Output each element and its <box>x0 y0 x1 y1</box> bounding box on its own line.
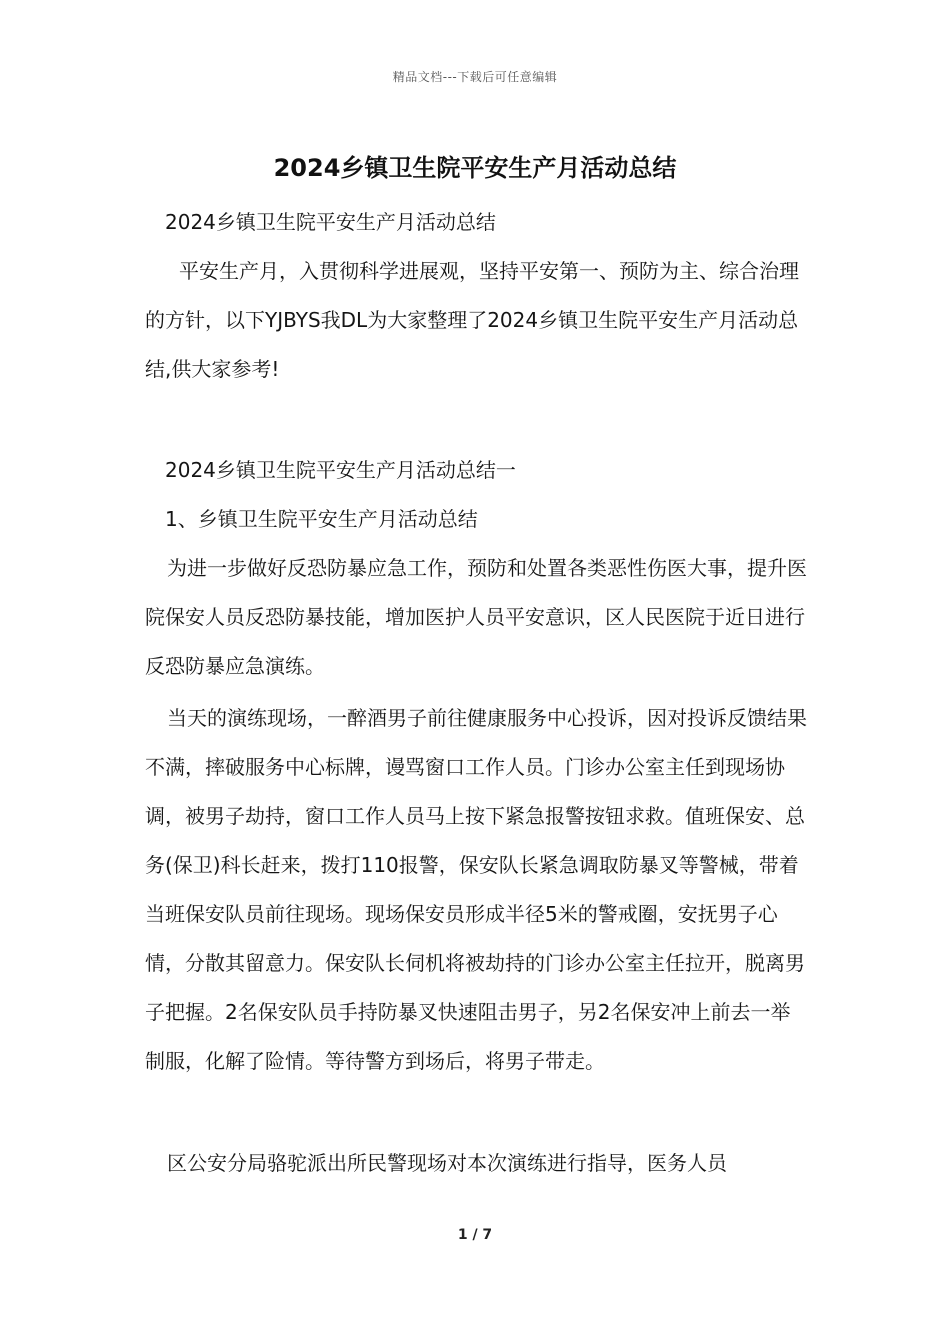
paragraph-intro: 平安生产月，入贯彻科学进展观，坚持平安第一、预防为主、综合治理的方针，以下YJBYS我DL为大家整理了2024乡镇卫生院平安生产月活动总结,供大家参考! <box>145 259 799 381</box>
paragraph-police-guidance: 区公安分局骆驼派出所民警现场对本次演练进行指导，医务人员 <box>167 1151 727 1175</box>
paragraph-drill-scene: 当天的演练现场，一醉酒男子前往健康服务中心投诉，因对投诉反馈结果不满，摔破服务中心标牌，谩骂窗口工作人员。门诊办公室主任到现场协调，被男子劫持，窗口工作人员马上按下紧急报警按钮求救。值班保安、总务(保卫)科长赶来，拨打110报警，保安队长紧急调取防暴叉等警械，带着当班保安队员前往现场。现场保安员形成半径5米的警戒圈，安抚男子心情，分散其留意力。保安队长伺机将被劫持的门诊办公室主任拉开，脱离男子把握。2名保安队员手持防暴叉快速阻击男子，另2名保安冲上前去一举制服，化解了险情。等待警方到场后，将男子带走。 <box>145 706 807 1073</box>
section-heading: 2024乡镇卫生院平安生产月活动总结一 <box>165 458 516 482</box>
paragraph-subtitle: 2024乡镇卫生院平安生产月活动总结 <box>165 210 496 234</box>
document-title: 2024乡镇卫生院平安生产月活动总结 <box>273 154 677 182</box>
subsection-heading: 1、乡镇卫生院平安生产月活动总结 <box>165 507 478 531</box>
page-number: 1 / 7 <box>457 1227 493 1243</box>
paragraph-drill-purpose: 为进一步做好反恐防暴应急工作，预防和处置各类恶性伤医大事，提升医院保安人员反恐防暴技能，增加医护人员平安意识，区人民医院于近日进行反恐防暴应急演练。 <box>145 556 807 678</box>
document-header-note: 精品文档---下载后可任意编辑 <box>392 70 558 84</box>
